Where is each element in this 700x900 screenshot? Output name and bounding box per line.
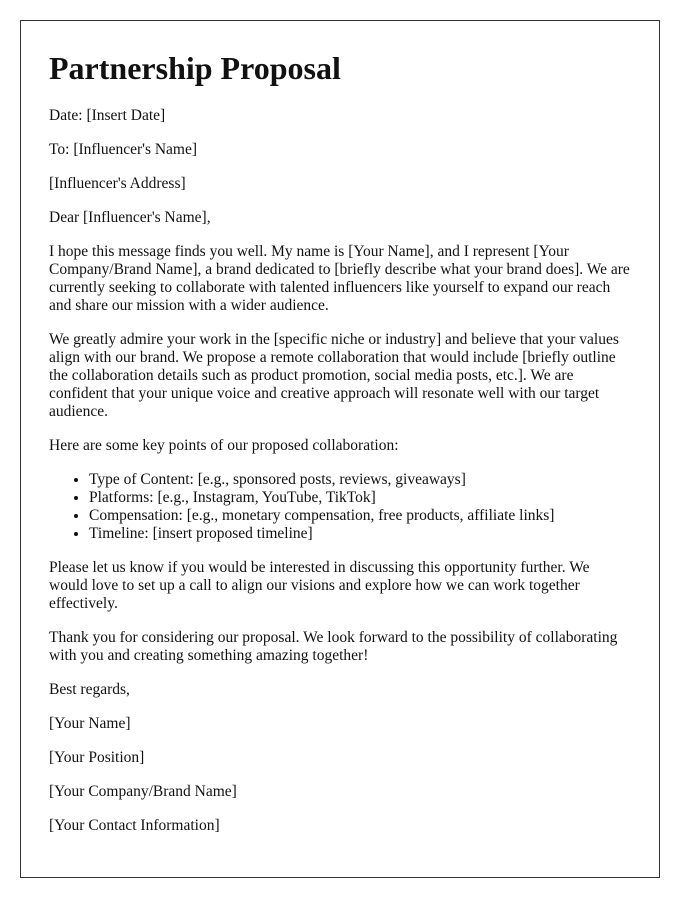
admiration-paragraph: We greatly admire your work in the [specific niche or industry] and believe that your values align with our brand. We propose a remote collaboration that would include [briefly outline the collaboration details such as product promotion, social media posts, etc.]. We are confident that your unique voice and creative approach will resonate well with our target audience. — [49, 331, 619, 420]
signature-position: [Your Position] — [49, 749, 145, 766]
key-point-content-type: • Type of Content: [e.g., sponsored posts, reviews, giveaways] — [89, 471, 631, 489]
key-point-platforms: • Platforms: [e.g., Instagram, YouTube, TikTok] — [89, 489, 631, 507]
signature-company: [Your Company/Brand Name] — [49, 783, 237, 800]
letter-page — [20, 20, 660, 878]
date-line: Date: [Insert Date] — [49, 107, 166, 124]
thanks-paragraph: Thank you for considering our proposal. We look forward to the possibility of collaborating with you and creating something amazing together! — [49, 629, 618, 664]
intro-paragraph: I hope this message finds you well. My name is [Your Name], and I represent [Your Company/Brand Name], a brand dedicated to [briefly describe what your brand does]. We are currently seeking to collaborate with talented influencers like yourself to expand our reach and share our mission with a wider audience. — [49, 243, 630, 314]
key-points-list — [49, 471, 631, 543]
key-points-intro: Here are some key points of our proposed collaboration: — [49, 437, 399, 454]
closing: Best regards, — [49, 681, 130, 698]
signature-name: [Your Name] — [49, 715, 131, 732]
key-point-compensation: • Compensation: [e.g., monetary compensation, free products, affiliate links] — [89, 507, 631, 525]
signature-contact: [Your Contact Information] — [49, 817, 220, 834]
salutation: Dear [Influencer's Name], — [49, 209, 211, 226]
key-point-timeline: • Timeline: [insert proposed timeline] — [89, 525, 631, 543]
recipient-address: [Influencer's Address] — [49, 175, 186, 192]
recipient-line: To: [Influencer's Name] — [49, 141, 198, 158]
page-title: Partnership Proposal — [49, 50, 341, 86]
follow-up-paragraph: Please let us know if you would be interested in discussing this opportunity further. We would love to set up a call to align our visions and explore how we can work together effectively. — [49, 559, 590, 612]
